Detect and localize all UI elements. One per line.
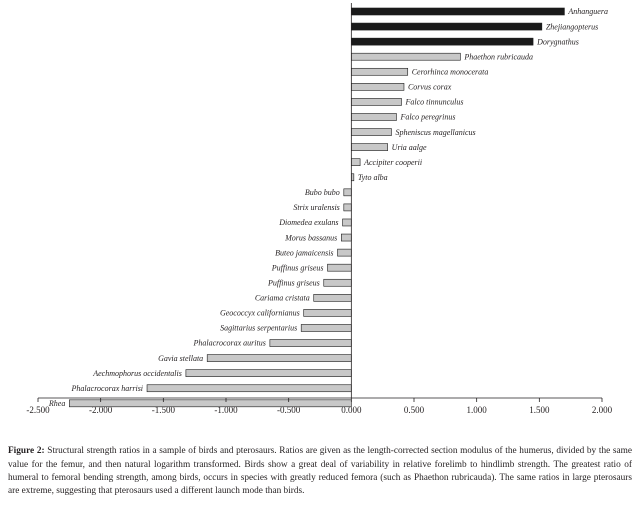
bar <box>147 385 351 392</box>
bar <box>207 355 351 362</box>
bar <box>186 370 351 377</box>
bar <box>344 189 352 196</box>
bar <box>351 113 396 120</box>
bar-label: Rhea <box>48 399 66 409</box>
bar-label: Spheniscus magellanicus <box>395 127 476 137</box>
bar-label: Corvus corax <box>407 82 452 92</box>
bar <box>338 249 352 256</box>
bar-label: Geococcyx californianus <box>219 308 300 318</box>
bar <box>351 98 401 105</box>
bar-label: Bubo bubo <box>304 188 340 198</box>
caption-label: Figure 2: <box>8 446 45 457</box>
bar-label: Aechmophorus occidentalis <box>93 368 182 378</box>
bar-label: Diomedea exulans <box>279 218 339 228</box>
x-tick-label: 0.000 <box>341 405 362 415</box>
bar <box>344 204 352 211</box>
bar <box>324 279 352 286</box>
bar-label: Puffinus griseus <box>271 263 324 273</box>
bar-label: Accipiter cooperii <box>364 157 423 167</box>
bar-label: Phalacrocorax harrisi <box>71 383 144 393</box>
bar <box>341 234 351 241</box>
bar-label: Falco tinnunculus <box>405 97 464 107</box>
bar <box>351 68 407 75</box>
bar-label: Anhanguera <box>568 7 608 17</box>
x-tick-label: 1.000 <box>466 405 487 415</box>
x-tick-label: 0.500 <box>403 405 425 415</box>
bar <box>351 159 360 166</box>
x-tick-label: -2.000 <box>89 405 113 415</box>
bar-label: Gavia stellata <box>158 353 204 363</box>
bar-label: Uria aalge <box>391 142 427 152</box>
bar <box>351 38 533 45</box>
bar-label: Sagittarius serpentarius <box>220 323 298 333</box>
x-tick-label: -1.000 <box>214 405 238 415</box>
bar-label: Dorygnathus <box>537 37 579 47</box>
bar-label: Puffinus griseus <box>267 278 320 288</box>
x-tick-label: 1.500 <box>529 405 550 415</box>
bar <box>351 129 391 136</box>
bar-label: Cariama cristata <box>254 293 310 303</box>
x-tick-label: 2.000 <box>591 405 613 415</box>
bar <box>328 264 352 271</box>
bar <box>351 23 542 30</box>
bar <box>343 219 352 226</box>
bar <box>351 83 404 90</box>
bar-label: Morus bassanus <box>285 233 338 243</box>
figure-caption <box>8 445 632 498</box>
bar <box>351 53 460 60</box>
bar-label: Cerorhinca monocerata <box>411 67 489 77</box>
bar <box>351 8 564 15</box>
x-tick-label: -2.500 <box>26 405 50 415</box>
bar-label: Tyto alba <box>357 172 388 182</box>
bar-label: Zhejiangopterus <box>545 22 599 32</box>
bar <box>304 309 352 316</box>
bar-label: Phalacrocorax auritus <box>193 338 266 348</box>
bar-label: Strix uralensis <box>293 203 340 213</box>
bar <box>301 324 351 331</box>
bar <box>351 144 387 151</box>
x-tick-label: -1.500 <box>151 405 175 415</box>
bar-label: Falco peregrinus <box>400 112 456 122</box>
bar <box>314 294 352 301</box>
bar-label: Buteo jamaicensis <box>275 248 334 258</box>
x-tick-label: -0.500 <box>277 405 301 415</box>
bar-label: Phaethon rubricauda <box>464 52 534 62</box>
caption-text: Structural strength ratios in a sample of birds and pterosaurs. Ratios are given as the length-corrected section modulus of the humerus, divided by the same value for the femur, and then natural logarithm transformed. Birds show a great deal of variability in relative forelimb to hindlimb strength. The greatest ratio of humeral to femoral bending strength, among birds, occurs in species with greatly reduced femora (such as Phaethon rubricauda). The same ratios in large pterosaurs are extreme, suggesting that pterosaurs used a different launch mode than birds. <box>8 446 633 497</box>
bar <box>270 340 351 347</box>
